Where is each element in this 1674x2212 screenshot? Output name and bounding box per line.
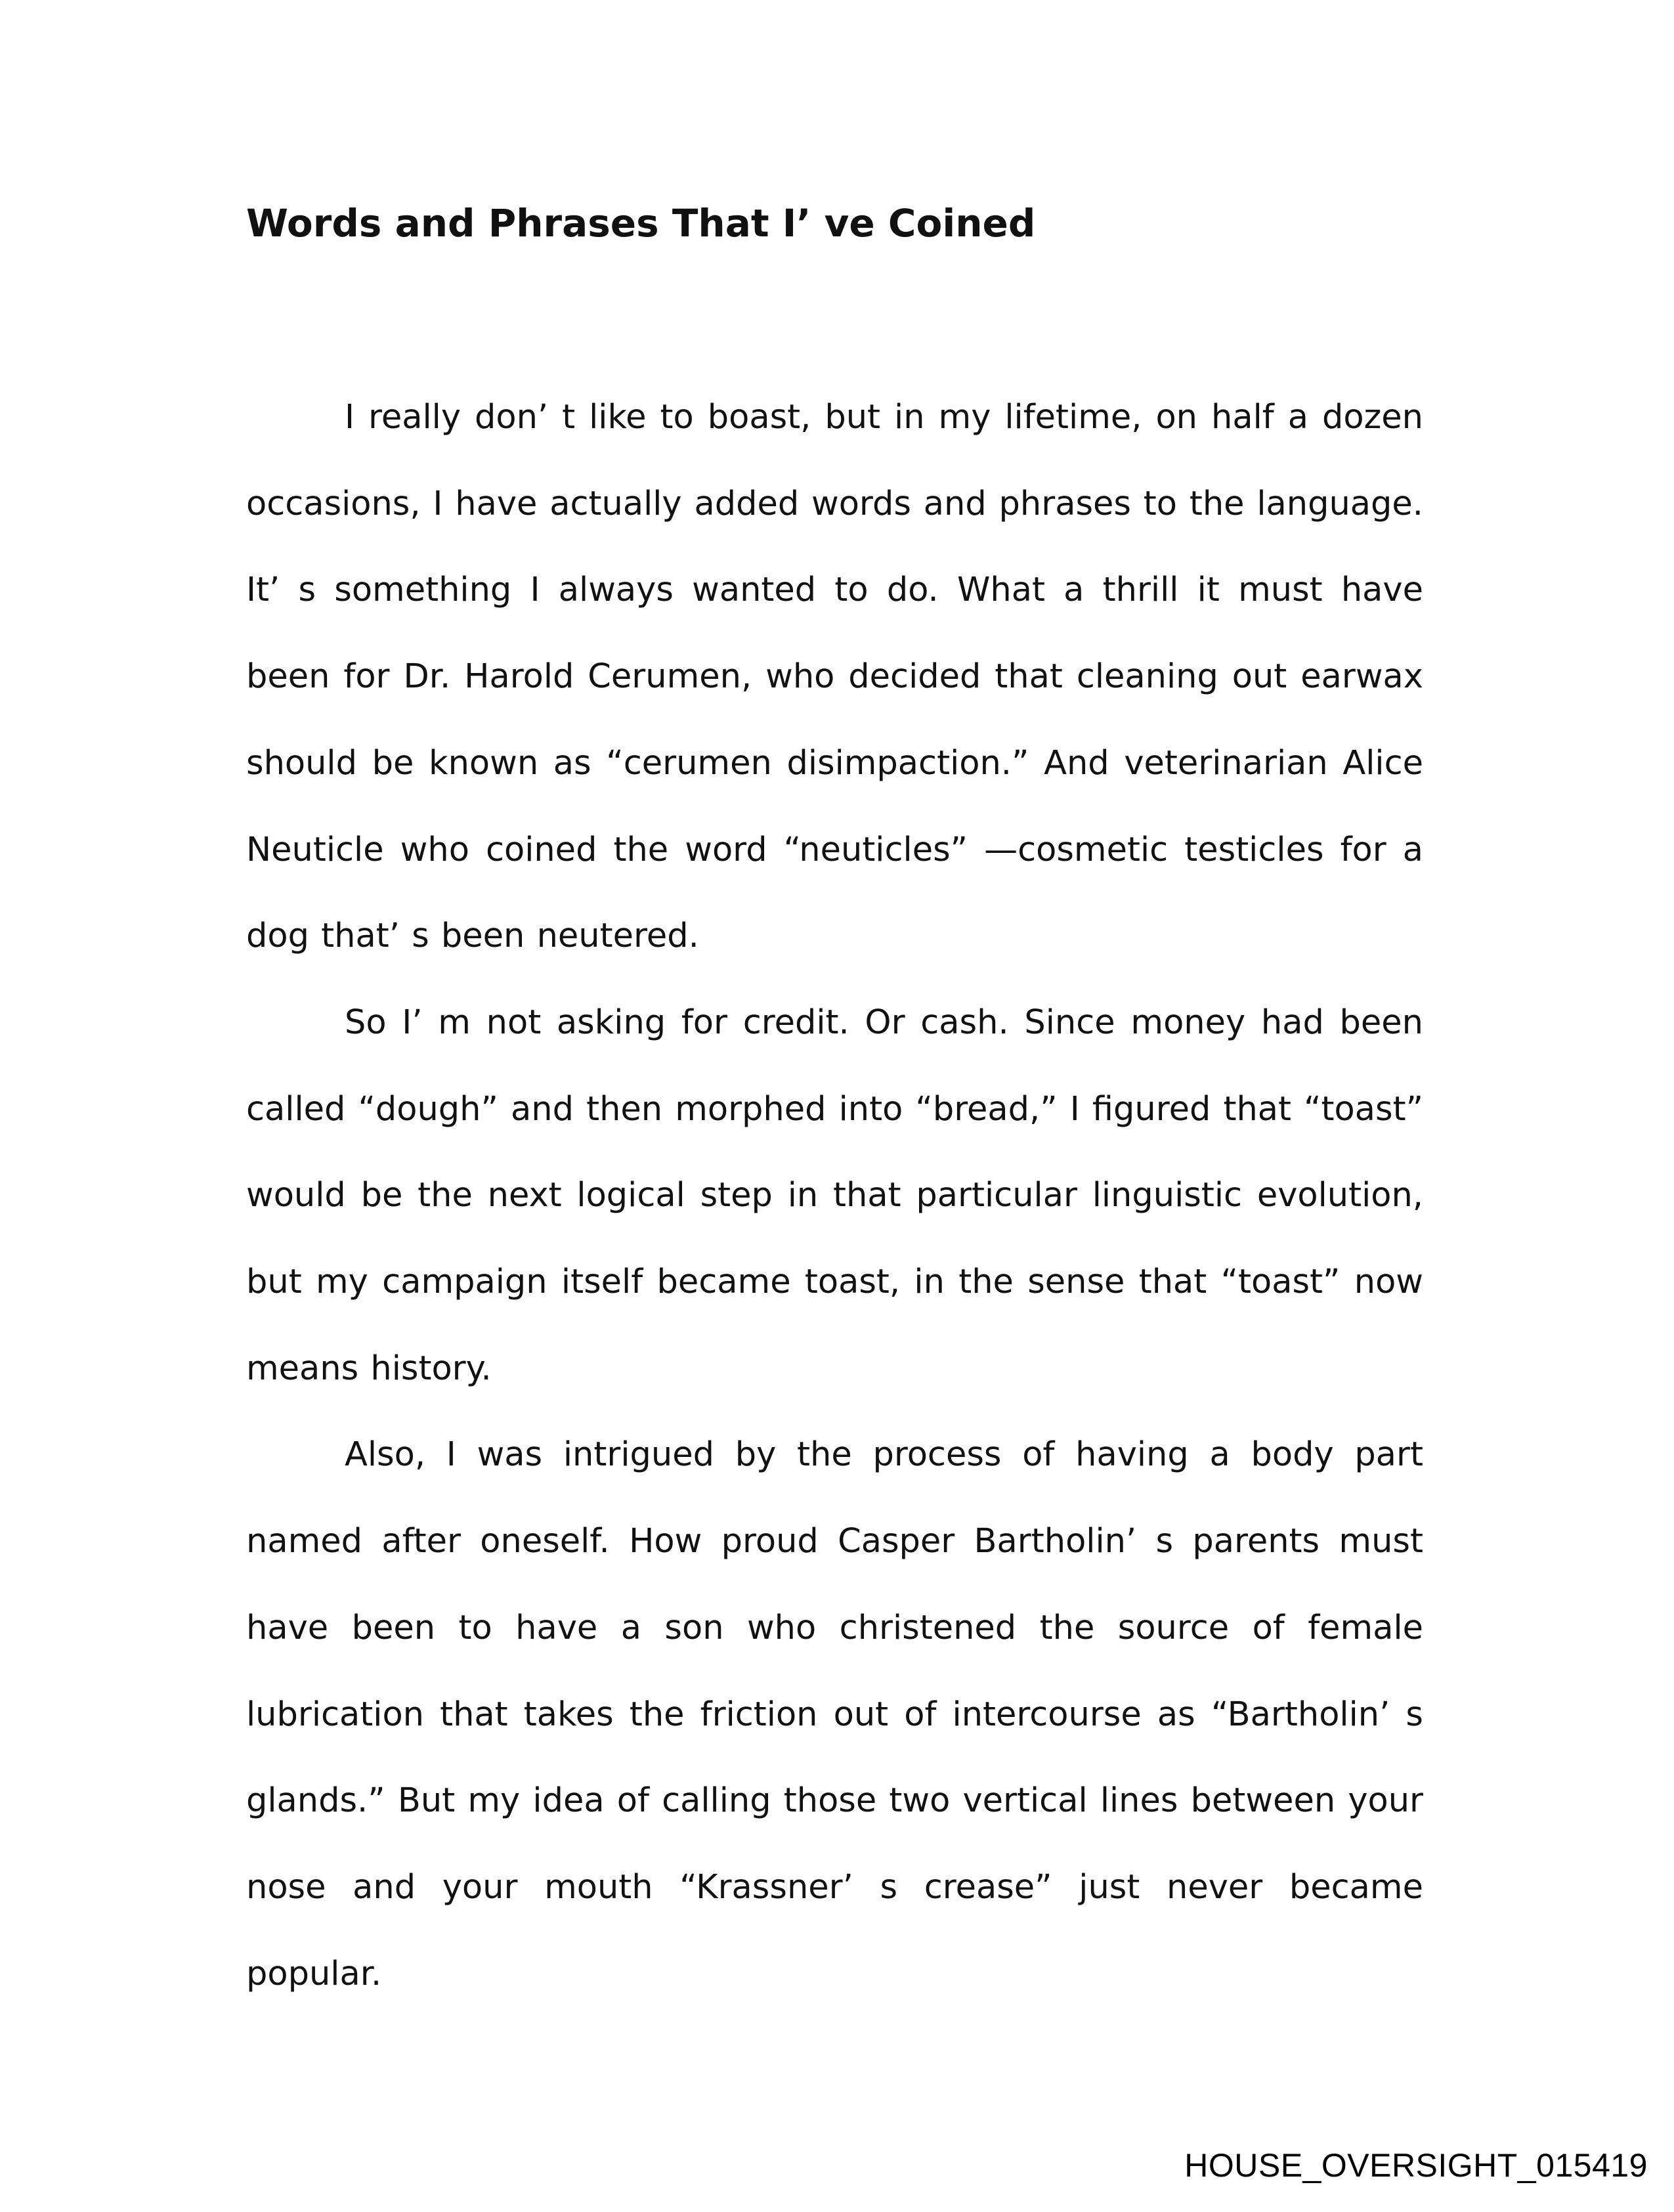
body-text bbox=[246, 374, 1423, 2017]
paragraph-3: Also, I was intrigued by the process of having a body part named after oneself. How proud Casper Bartholin’ s parents must have been to have a son who christened the source of female lubrication that takes the friction out of intercourse as “Bartholin’ s glands.” But my idea of calling those two vertical lines between your nose and your mouth “Krassner’ s crease” just never became popular. bbox=[246, 1435, 1423, 1993]
paragraph-2: So I’ m not asking for credit. Or cash. Since money had been called “dough” and then morphed into “bread,” I figured that “toast” would be the next logical step in that particular linguistic evolution, but my campaign itself became toast, in the sense that “toast” now means history. bbox=[246, 1003, 1423, 1388]
paragraph-1: I really don’ t like to boast, but in my lifetime, on half a dozen occasions, I have actually added words and phrases to the language. It’ s something I always wanted to do. What a thrill it must have been for Dr. Harold Cerumen, who decided that cleaning out earwax should be known as “cerumen disimpaction.” And veterinarian Alice Neuticle who coined the word “neuticles” —cosmetic testicles for a dog that’ s been neutered. bbox=[246, 398, 1423, 956]
bates-number: HOUSE_OVERSIGHT_015419 bbox=[1184, 2147, 1648, 2184]
page-title: Words and Phrases That I’ ve Coined bbox=[246, 201, 1036, 246]
